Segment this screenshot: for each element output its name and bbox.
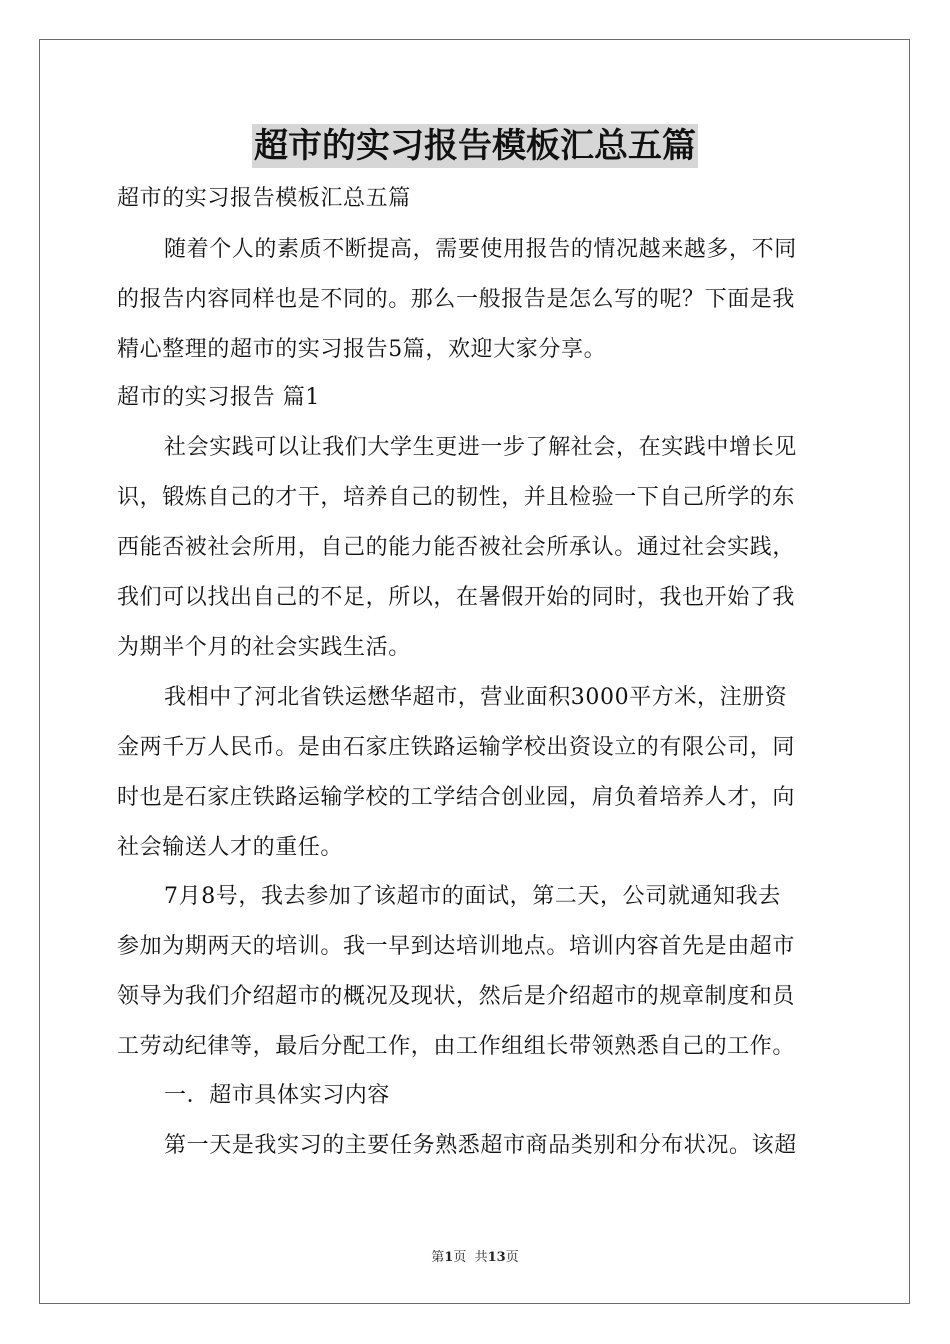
- text-line: 领导为我们介绍超市的概况及现状，然后是介绍超市的规章制度和员: [117, 984, 796, 1009]
- text-line: 西能否被社会所用，自己的能力能否被社会所承认。通过社会实践，: [117, 535, 796, 560]
- text-line: 精心整理的超市的实习报告5篇，欢迎大家分享。: [117, 337, 607, 362]
- footer-total-pages: 13: [487, 1250, 506, 1265]
- section-heading: 超市的实习报告 篇1: [117, 385, 320, 410]
- text-line: 社会实践可以让我们大学生更进一步了解社会，在实践中增长见: [164, 435, 797, 460]
- text-line: 时也是石家庄铁路运输学校的工学结合创业园，肩负着培养人才，向: [117, 785, 796, 810]
- text-line: 为期半个月的社会实践生活。: [117, 635, 411, 660]
- text-line: 随着个人的素质不断提高，需要使用报告的情况越来越多，不同: [164, 237, 797, 262]
- footer-current-page: 1: [444, 1250, 454, 1265]
- text-line: 我们可以找出自己的不足，所以，在暑假开始的同时，我也开始了我: [117, 585, 796, 610]
- title-container: [0, 124, 950, 168]
- text-line: 金两千万人民币。是由石家庄铁路运输学校出资设立的有限公司，同: [117, 735, 796, 760]
- text-line: 识，锻炼自己的才干，培养自己的韧性，并且检验一下自己所学的东: [117, 485, 796, 510]
- text-line: 7月8号，我去参加了该超市的面试，第二天，公司就通知我去: [164, 884, 781, 909]
- footer-suffix: 页: [505, 1250, 519, 1265]
- page-footer: [0, 1250, 950, 1266]
- subsection-heading: 一．超市具体实习内容: [164, 1083, 391, 1108]
- text-line: 我相中了河北省铁运懋华超市，营业面积3000平方米，注册资: [164, 685, 788, 710]
- text-line: 工劳动纪律等，最后分配工作，由工作组组长带领熟悉自己的工作。: [117, 1034, 796, 1059]
- footer-prefix: 第: [431, 1250, 445, 1265]
- subtitle-line: 超市的实习报告模板汇总五篇: [117, 186, 411, 211]
- text-line: 参加为期两天的培训。我一早到达培训地点。培训内容首先是由超市: [117, 934, 796, 959]
- page-border: [39, 39, 910, 1304]
- footer-mid: 页 共: [453, 1250, 488, 1265]
- text-line: 的报告内容同样也是不同的。那么一般报告是怎么写的呢？下面是我: [117, 287, 796, 312]
- document-title: 超市的实习报告模板汇总五篇: [254, 126, 696, 166]
- text-line: 第一天是我实习的主要任务熟悉超市商品类别和分布状况。该超: [164, 1133, 797, 1158]
- text-line: 社会输送人才的重任。: [117, 835, 344, 860]
